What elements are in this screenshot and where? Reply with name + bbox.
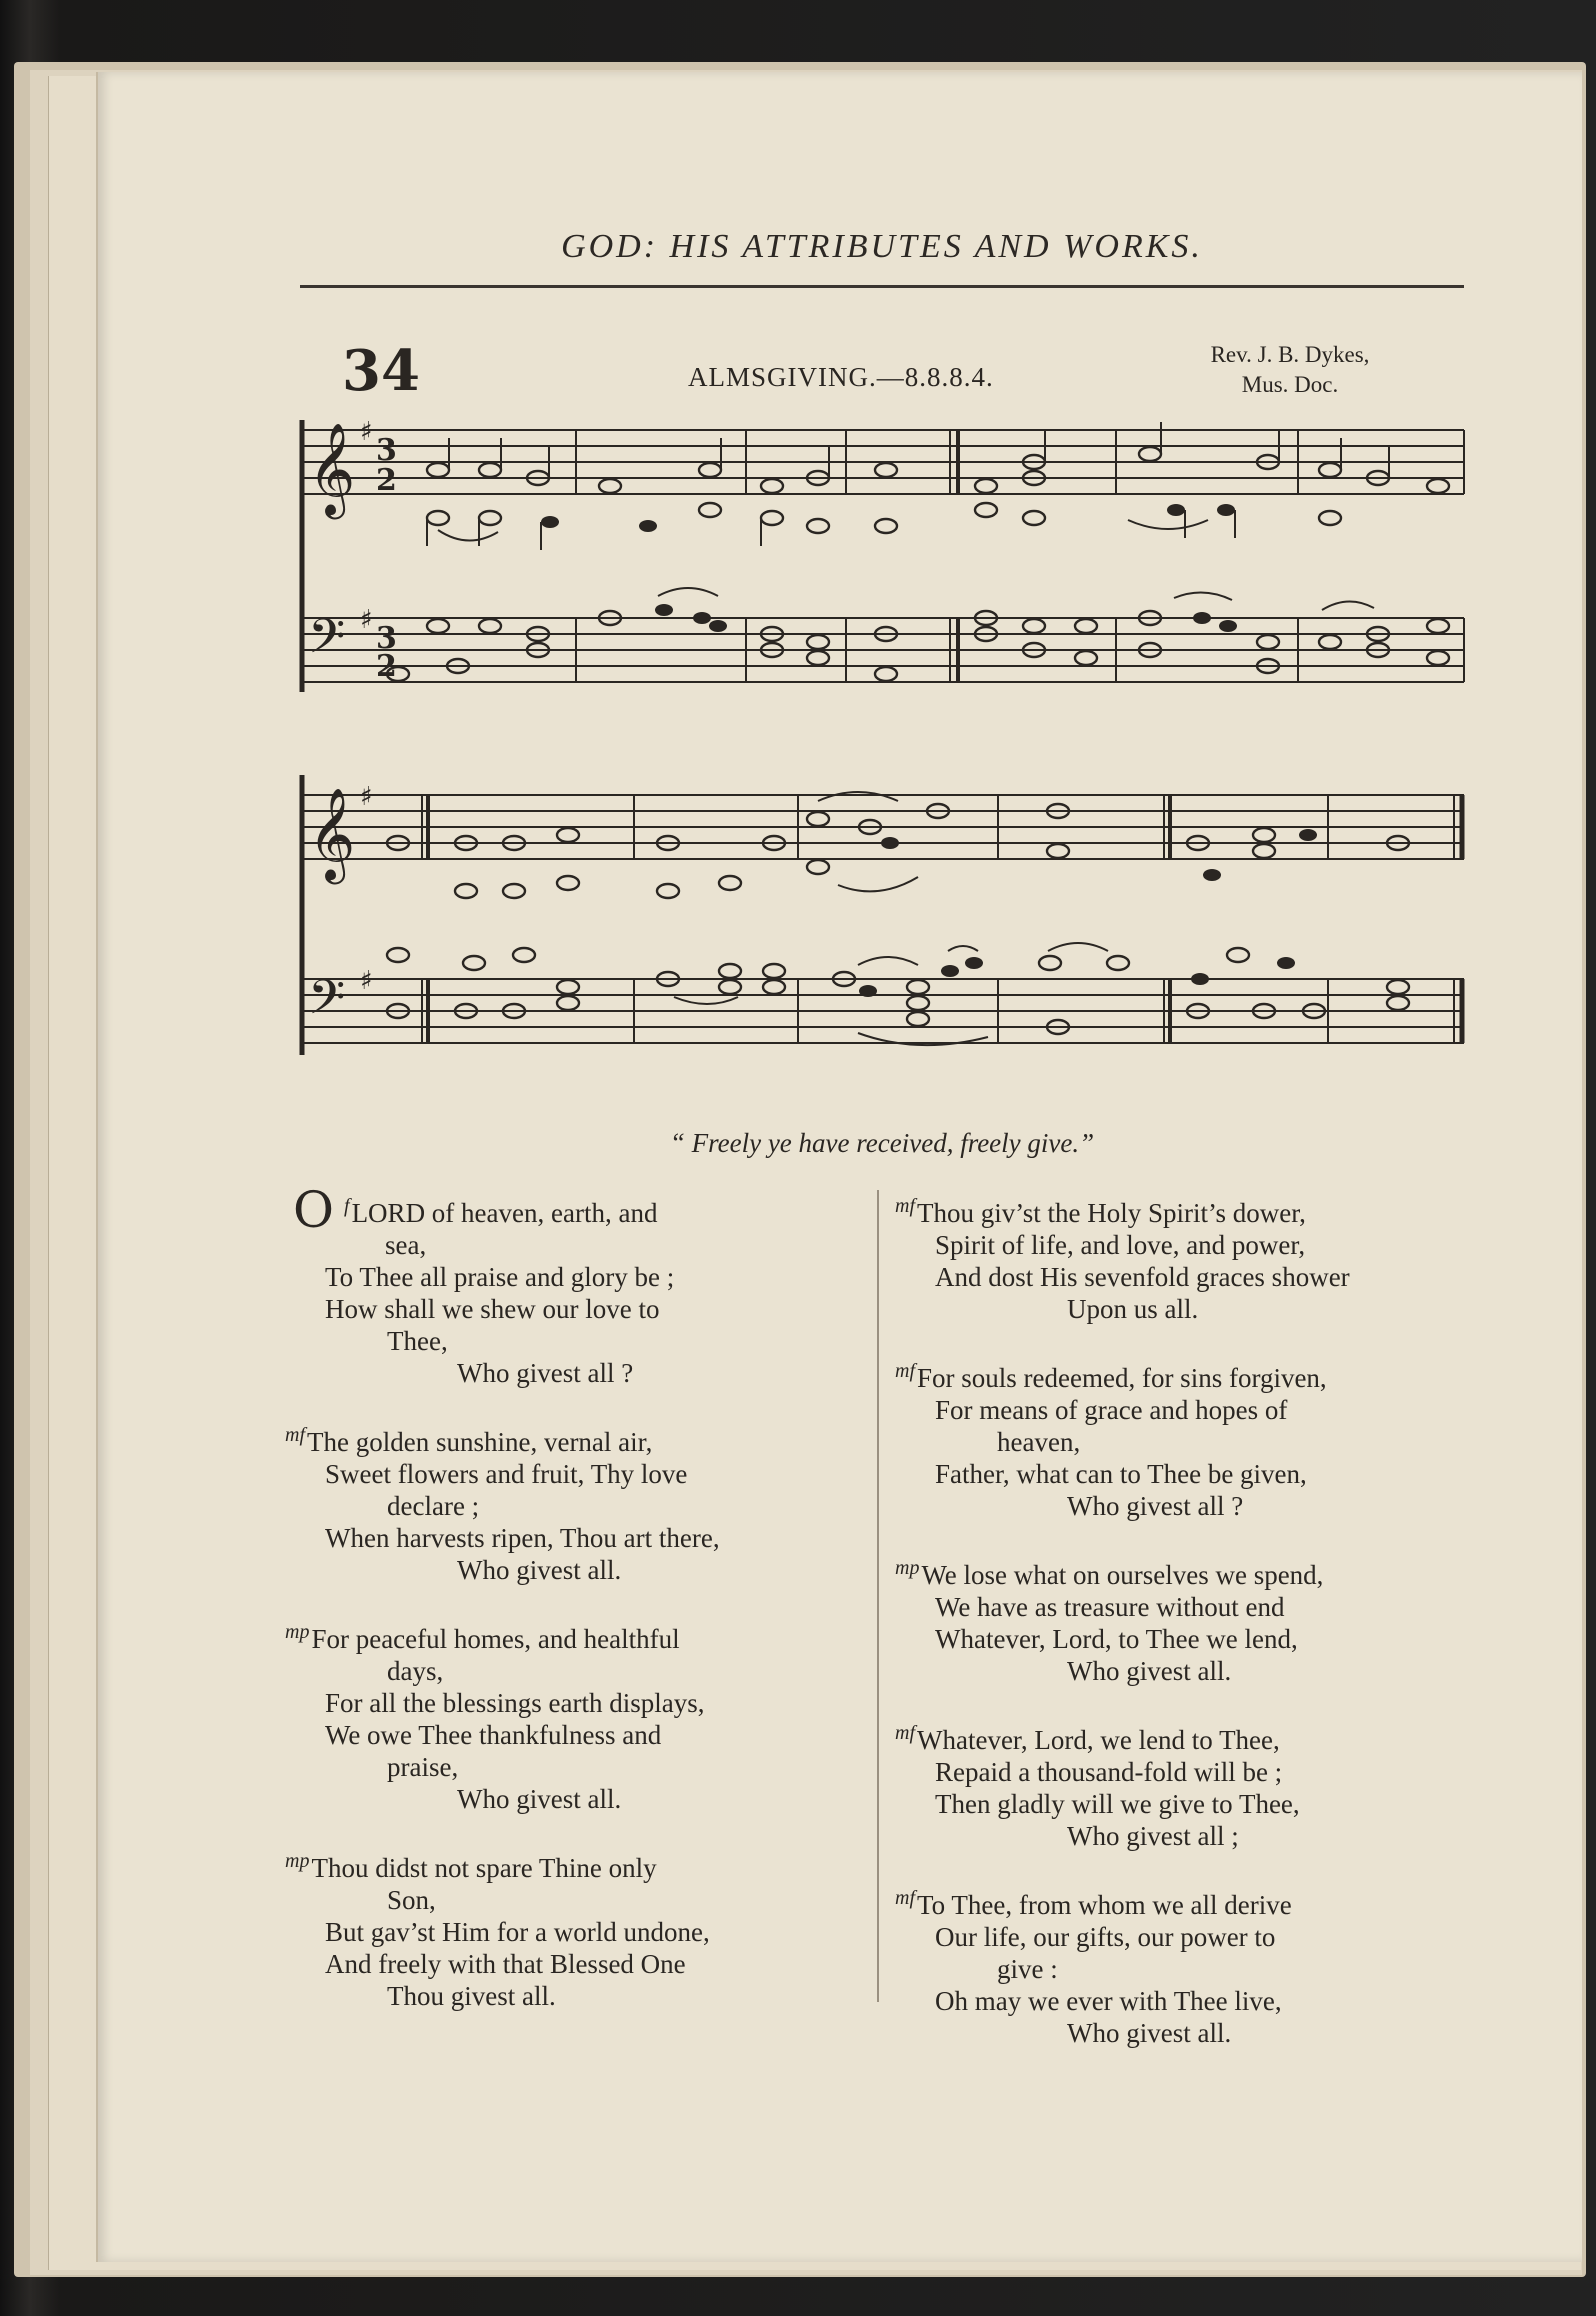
dynamic-marking: mp bbox=[285, 1850, 310, 1872]
epigraph: “ Freely ye have received, freely give.” bbox=[669, 1128, 1095, 1158]
treble-staff bbox=[302, 430, 1464, 494]
composer-name: Rev. J. B. Dykes, bbox=[1210, 342, 1370, 367]
svg-text:𝄞: 𝄞 bbox=[308, 422, 356, 515]
verse-line: When harvests ripen, Thou art there, bbox=[325, 1523, 720, 1553]
column-divider bbox=[877, 1190, 879, 2002]
svg-text:♯: ♯ bbox=[360, 605, 373, 635]
drop-cap: O bbox=[293, 1181, 334, 1239]
svg-text:2: 2 bbox=[376, 649, 397, 684]
verse-line: Who givest all ? bbox=[1067, 1491, 1244, 1521]
svg-text:♯: ♯ bbox=[360, 782, 373, 812]
svg-text:♯: ♯ bbox=[360, 966, 373, 996]
svg-text:♯: ♯ bbox=[360, 417, 373, 447]
verse-line: Who givest all. bbox=[1067, 2018, 1232, 2048]
verse-line: Spirit of life, and love, and power, bbox=[935, 1230, 1306, 1260]
music-system-1 bbox=[298, 410, 1468, 700]
verse-line: Who givest all. bbox=[457, 1784, 622, 1814]
verse-line: But gav’st Him for a world undone, bbox=[325, 1917, 710, 1947]
svg-text:2: 2 bbox=[376, 463, 397, 498]
verse-line: $^{mp}$Thou didst not spare Thine only bbox=[285, 1850, 657, 1883]
verse-line: For all the blessings earth displays, bbox=[325, 1688, 705, 1718]
head-rule bbox=[300, 285, 1464, 288]
svg-text:𝄞: 𝄞 bbox=[308, 787, 356, 880]
verse-line: days, bbox=[387, 1656, 444, 1686]
dynamic-marking: mf bbox=[895, 1195, 915, 1217]
stanza bbox=[285, 1845, 857, 2012]
verse-line: heaven, bbox=[997, 1427, 1081, 1457]
verse-line: declare ; bbox=[387, 1491, 480, 1521]
stanza bbox=[895, 1552, 1467, 1687]
left-column bbox=[285, 1181, 857, 2042]
verse-line: Who givest all. bbox=[457, 1555, 622, 1585]
verse-line: $^{mp}$We lose what on ourselves we spend, bbox=[895, 1557, 1324, 1590]
verse-line: Who givest all. bbox=[1067, 1656, 1232, 1686]
verse-line: Who givest all ? bbox=[457, 1358, 634, 1388]
verse-line: Oh may we ever with Thee live, bbox=[935, 1986, 1282, 2016]
verse-line: Whatever, Lord, to Thee we lend, bbox=[935, 1624, 1298, 1654]
verse-line: How shall we shew our love to bbox=[325, 1294, 660, 1324]
verse-text: LORD of heaven, earth, and bbox=[351, 1198, 658, 1228]
verse-line: $^{mf}$Thou giv’st the Holy Spirit’s dower, bbox=[895, 1195, 1306, 1228]
right-column bbox=[895, 1190, 1467, 2079]
stanza bbox=[895, 1190, 1467, 1325]
verse-line: Repaid a thousand-fold will be ; bbox=[935, 1757, 1283, 1787]
music-system-2 bbox=[298, 765, 1468, 1065]
svg-text:𝄢: 𝄢 bbox=[308, 969, 346, 1037]
verse-line: Who givest all ; bbox=[1067, 1821, 1239, 1851]
verse-line: Thou givest all. bbox=[387, 1981, 556, 2011]
stanza bbox=[285, 1419, 857, 1586]
verse-line: give : bbox=[997, 1954, 1058, 1984]
verse-line: $^{mf}$For souls redeemed, for sins forgiven, bbox=[895, 1360, 1327, 1393]
stanza bbox=[895, 1717, 1467, 1852]
dynamic-marking: mf bbox=[895, 1360, 915, 1382]
verse-line: $^{mf}$The golden sunshine, vernal air, bbox=[285, 1424, 653, 1457]
hymn-number: 34 bbox=[342, 338, 420, 404]
running-head: GOD: HIS ATTRIBUTES AND WORKS. bbox=[561, 228, 1203, 265]
composer bbox=[1140, 340, 1440, 400]
stanza bbox=[895, 1355, 1467, 1522]
verse-line: Then gladly will we give to Thee, bbox=[935, 1789, 1300, 1819]
tune-name: ALMSGIVING.—8.8.8.4. bbox=[688, 362, 994, 392]
verse-line: sea, bbox=[385, 1230, 427, 1260]
svg-text:3: 3 bbox=[376, 433, 397, 468]
verse-line: We have as treasure without end bbox=[935, 1592, 1285, 1622]
verse-line: Upon us all. bbox=[1067, 1294, 1199, 1324]
verse-line: Son, bbox=[387, 1885, 436, 1915]
verse-line: $^{mf}$To Thee, from whom we all derive bbox=[895, 1887, 1292, 1920]
svg-text:3: 3 bbox=[376, 621, 397, 656]
stanza bbox=[285, 1181, 857, 1389]
dynamic-marking: mp bbox=[895, 1557, 920, 1579]
verse-line: Sweet flowers and fruit, Thy love bbox=[325, 1459, 688, 1489]
verse-line: praise, bbox=[387, 1752, 459, 1782]
verse-line: For means of grace and hopes of bbox=[935, 1395, 1288, 1425]
verse-line: Father, what can to Thee be given, bbox=[935, 1459, 1307, 1489]
verse-line: $^{mp}$For peaceful homes, and healthful bbox=[285, 1621, 680, 1654]
music-score-svg bbox=[298, 410, 1468, 700]
verse-line: Our life, our gifts, our power to bbox=[935, 1922, 1276, 1952]
stanza bbox=[285, 1616, 857, 1815]
dynamic-marking: mp bbox=[285, 1621, 310, 1643]
verse-line: To Thee all praise and glory be ; bbox=[325, 1262, 675, 1292]
dynamic-marking: f bbox=[344, 1195, 350, 1217]
verse-line: And freely with that Blessed One bbox=[325, 1949, 686, 1979]
dynamic-marking: mf bbox=[895, 1722, 915, 1744]
verse-line: We owe Thee thankfulness and bbox=[325, 1720, 662, 1750]
dynamic-marking: mf bbox=[285, 1424, 305, 1446]
composer-degree: Mus. Doc. bbox=[1241, 372, 1339, 397]
music-score-svg bbox=[298, 765, 1468, 1065]
stanza bbox=[895, 1882, 1467, 2049]
verse-line bbox=[285, 1181, 857, 1239]
verse-line: And dost His sevenfold graces shower bbox=[935, 1262, 1350, 1292]
verse-line: Thee, bbox=[387, 1326, 448, 1356]
verse-line: $^{mf}$Whatever, Lord, we lend to Thee, bbox=[895, 1722, 1280, 1755]
svg-text:𝄢: 𝄢 bbox=[308, 608, 346, 676]
dynamic-marking: mf bbox=[895, 1887, 915, 1909]
